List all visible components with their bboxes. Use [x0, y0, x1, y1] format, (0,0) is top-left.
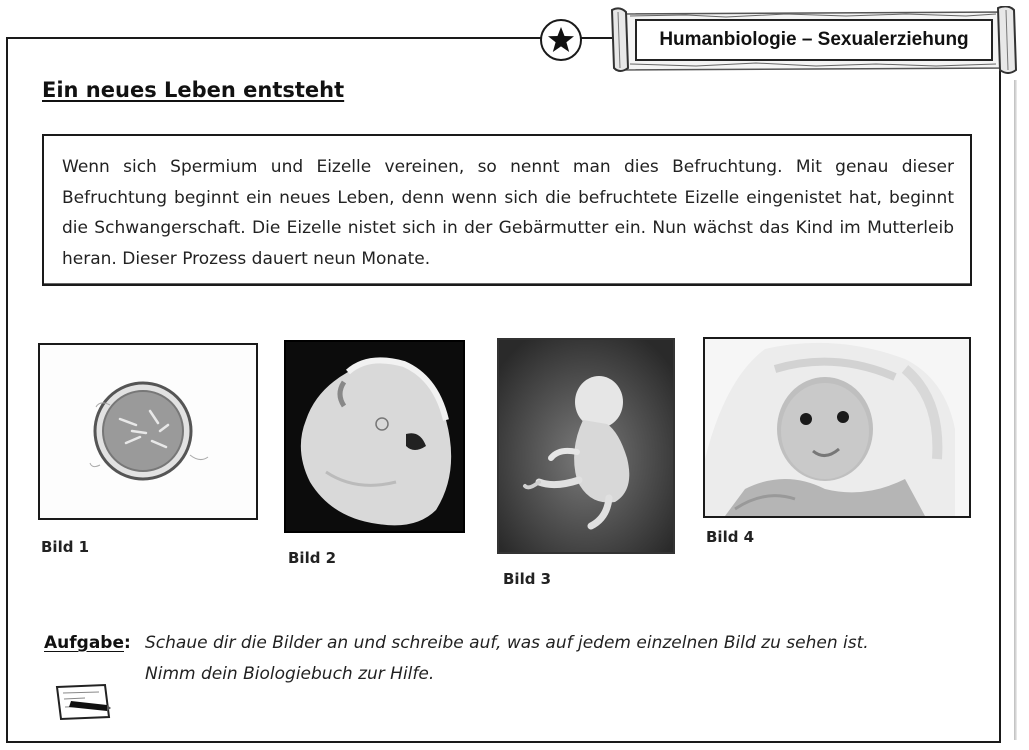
image-caption-2: Bild 2 [288, 549, 337, 567]
topic-banner-label: Humanbiologie – Sexualerziehung [659, 29, 969, 50]
task-label-colon: : [124, 633, 131, 653]
task-instructions [145, 628, 975, 690]
image-caption-4: Bild 4 [706, 528, 755, 546]
image-caption-1: Bild 1 [41, 538, 90, 556]
early-embryo-image [284, 340, 465, 533]
task-line-2: Nimm dein Biologiebuch zur Hilfe. [145, 664, 435, 684]
intro-text: Wenn sich Spermium und Eizelle vereinen, so nennt man dies Befruchtung. Mit genau dieser Befruchtung beginnt ein neues Leben, denn wenn sich die befruchtete Eizelle eingenistet hat, beginnt die Schwangerschaft. Die Eizelle nistet sich in der Gebärmutter ein. Nun wächst das Kind im Mutterleib heran. Dieser Prozess dauert neun Monate. [62, 157, 954, 269]
intro-text-box [42, 134, 972, 286]
image-caption-3: Bild 3 [503, 570, 552, 588]
baby-image [703, 337, 971, 518]
page-edge-shadow [1014, 80, 1017, 740]
task-label [44, 633, 131, 653]
task-line-1: Schaue dir die Bilder an und schreibe auf, was auf jedem einzelnen Bild zu sehen ist. [145, 633, 869, 653]
writing-pencil-icon [55, 683, 111, 721]
fertilized-egg-cell-image [38, 343, 258, 520]
topic-banner [606, 6, 1020, 74]
fetus-image [497, 338, 675, 554]
page-title: Ein neues Leben entsteht [42, 78, 345, 102]
star-icon [540, 19, 582, 61]
task-label-text: Aufgabe [44, 633, 124, 653]
